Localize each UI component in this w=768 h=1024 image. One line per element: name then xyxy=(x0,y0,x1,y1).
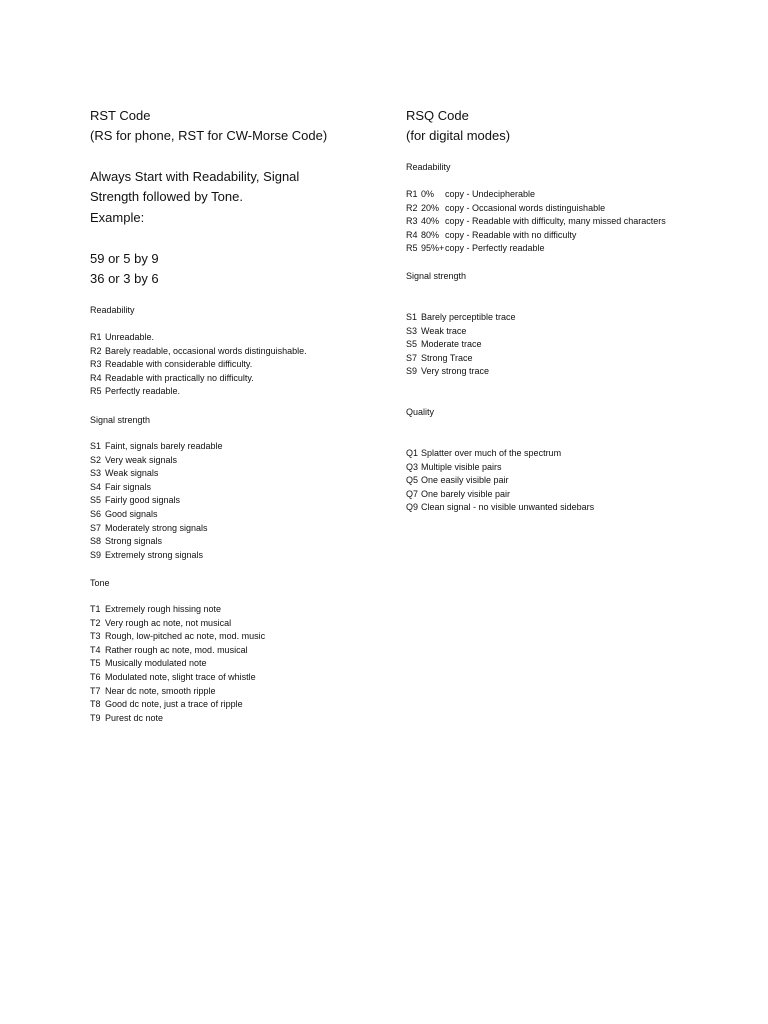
item-text: copy - Readable with no difficulty xyxy=(445,229,577,240)
item-text: Readable with practically no difficulty. xyxy=(105,372,254,383)
example-2: 36 or 3 by 6 xyxy=(90,271,159,286)
item-text: Readable with considerable difficulty. xyxy=(105,359,253,370)
item-code: Q7 xyxy=(406,488,419,499)
item-code: S6 xyxy=(90,508,102,519)
list-item xyxy=(90,522,223,536)
item-text: One easily visible pair xyxy=(421,475,509,486)
rsq-subtitle: (for digital modes) xyxy=(406,128,511,143)
item-code: R1 xyxy=(406,189,418,199)
item-code: R3 xyxy=(406,216,418,227)
intro-line-1: Always Start with Readability, Signal xyxy=(90,169,300,184)
item-text: copy - Occasional words distinguishable xyxy=(445,202,606,213)
item-code: R4 xyxy=(406,229,418,240)
list-item xyxy=(406,242,666,256)
list-item xyxy=(406,215,666,229)
rst-signal-heading: Signal strength xyxy=(90,415,151,425)
item-code: S4 xyxy=(90,481,102,492)
rst-subtitle: (RS for phone, RST for CW-Morse Code) xyxy=(90,128,328,143)
list-item xyxy=(90,454,223,468)
item-text: Near dc note, smooth ripple xyxy=(105,685,216,696)
item-code: S2 xyxy=(90,454,102,465)
item-text: Barely perceptible trace xyxy=(421,312,516,322)
item-text: Multiple visible pairs xyxy=(421,461,502,472)
list-item xyxy=(90,372,307,386)
item-text: Very strong trace xyxy=(421,366,490,377)
item-percent: 40% xyxy=(421,216,440,227)
item-text: Very rough ac note, not musical xyxy=(105,617,232,628)
rsq-signal-list xyxy=(406,311,516,379)
item-code: S5 xyxy=(406,339,418,350)
item-code: S9 xyxy=(406,366,418,377)
list-item xyxy=(90,467,223,481)
item-code: R3 xyxy=(90,359,102,370)
item-code: S1 xyxy=(406,312,418,322)
item-code: S5 xyxy=(90,495,102,506)
item-text: Splatter over much of the spectrum xyxy=(421,448,562,458)
list-item xyxy=(90,358,307,372)
item-text: Purest dc note xyxy=(105,712,164,723)
item-text: Weak signals xyxy=(105,468,159,479)
item-code: R2 xyxy=(406,202,418,213)
list-item xyxy=(90,617,265,631)
list-item xyxy=(406,447,594,461)
list-item xyxy=(406,352,516,366)
list-item xyxy=(406,188,666,202)
item-code: R4 xyxy=(90,372,102,383)
item-code: Q3 xyxy=(406,461,419,472)
item-text: Extremely strong signals xyxy=(105,549,204,560)
rst-readability-heading: Readability xyxy=(90,305,135,315)
item-text: Strong signals xyxy=(105,536,163,547)
item-text: Rather rough ac note, mod. musical xyxy=(105,644,248,655)
list-item xyxy=(406,365,516,379)
item-code: Q5 xyxy=(406,475,419,486)
list-item xyxy=(406,474,594,488)
item-code: S3 xyxy=(406,325,418,336)
item-code: T9 xyxy=(90,712,101,723)
item-text: Clean signal - no visible unwanted sidebars xyxy=(421,502,595,513)
intro-line-3: Example: xyxy=(90,210,145,225)
item-code: R5 xyxy=(406,243,418,254)
item-text: Rough, low-pitched ac note, mod. music xyxy=(105,631,266,642)
item-text: Unreadable. xyxy=(105,332,155,342)
item-text: Good dc note, just a trace of ripple xyxy=(105,699,243,710)
item-code: S1 xyxy=(90,441,102,451)
item-text: copy - Perfectly readable xyxy=(445,243,545,254)
item-percent: 95%+ xyxy=(421,243,445,254)
item-code: T8 xyxy=(90,699,101,710)
item-code: S9 xyxy=(90,549,102,560)
item-code: S7 xyxy=(90,522,102,533)
item-code: T1 xyxy=(90,604,101,614)
item-percent: 20% xyxy=(421,202,440,213)
item-text: Weak trace xyxy=(421,325,467,336)
list-item xyxy=(90,494,223,508)
list-item xyxy=(406,325,516,339)
list-item xyxy=(90,535,223,549)
item-text: Very weak signals xyxy=(105,454,178,465)
item-text: Faint, signals barely readable xyxy=(105,441,223,451)
rsq-quality-list xyxy=(406,447,594,515)
list-item xyxy=(90,603,265,617)
example-1: 59 or 5 by 9 xyxy=(90,251,159,266)
list-item xyxy=(90,331,307,345)
item-code: Q1 xyxy=(406,448,419,458)
item-text: Moderate trace xyxy=(421,339,482,350)
item-text: Moderately strong signals xyxy=(105,522,208,533)
item-code: T3 xyxy=(90,631,101,642)
item-percent: 80% xyxy=(421,229,440,240)
item-code: S7 xyxy=(406,352,418,363)
list-item xyxy=(406,202,666,216)
rst-signal-list xyxy=(90,440,223,562)
rsq-readability-list xyxy=(406,188,666,256)
list-item xyxy=(90,549,223,563)
item-code: T2 xyxy=(90,617,101,628)
list-item xyxy=(90,345,307,359)
list-item xyxy=(90,698,265,712)
list-item xyxy=(406,338,516,352)
item-code: R5 xyxy=(90,386,102,397)
item-text: One barely visible pair xyxy=(421,488,511,499)
rst-tone-list xyxy=(90,603,265,725)
intro-line-2: Strength followed by Tone. xyxy=(90,189,243,204)
item-text: Modulated note, slight trace of whistle xyxy=(105,671,256,682)
list-item xyxy=(406,229,666,243)
item-percent: 0% xyxy=(421,189,435,199)
item-text: Extremely rough hissing note xyxy=(105,604,222,614)
rst-title: RST Code xyxy=(90,108,151,123)
item-code: T4 xyxy=(90,644,101,655)
item-text: copy - Readable with difficulty, many missed characters xyxy=(445,216,666,227)
list-item xyxy=(90,508,223,522)
item-code: Q9 xyxy=(406,502,419,513)
list-item xyxy=(406,311,516,325)
item-text: Fairly good signals xyxy=(105,495,181,506)
item-code: T6 xyxy=(90,671,101,682)
rst-readability-list xyxy=(90,331,307,399)
list-item xyxy=(406,501,594,515)
list-item xyxy=(90,671,265,685)
rsq-quality-heading: Quality xyxy=(406,407,435,417)
rsq-readability-heading: Readability xyxy=(406,162,451,172)
item-code: S8 xyxy=(90,536,102,547)
rsq-signal-heading: Signal strength xyxy=(406,271,467,281)
item-text: Strong Trace xyxy=(421,352,473,363)
list-item xyxy=(90,440,223,454)
list-item xyxy=(90,644,265,658)
item-code: S3 xyxy=(90,468,102,479)
item-text: Fair signals xyxy=(105,481,152,492)
item-code: R2 xyxy=(90,345,102,356)
list-item xyxy=(406,488,594,502)
item-text: copy - Undecipherable xyxy=(445,189,536,199)
rsq-title: RSQ Code xyxy=(406,108,469,123)
list-item xyxy=(90,712,265,726)
rst-tone-heading: Tone xyxy=(90,578,110,588)
item-text: Barely readable, occasional words distinguishable. xyxy=(105,345,307,356)
list-item xyxy=(406,461,594,475)
item-code: R1 xyxy=(90,332,102,342)
item-text: Perfectly readable. xyxy=(105,386,181,397)
list-item xyxy=(90,385,307,399)
list-item xyxy=(90,481,223,495)
item-text: Musically modulated note xyxy=(105,658,207,669)
item-code: T5 xyxy=(90,658,101,669)
item-code: T7 xyxy=(90,685,101,696)
list-item xyxy=(90,630,265,644)
list-item xyxy=(90,657,265,671)
item-text: Good signals xyxy=(105,508,158,519)
list-item xyxy=(90,685,265,699)
